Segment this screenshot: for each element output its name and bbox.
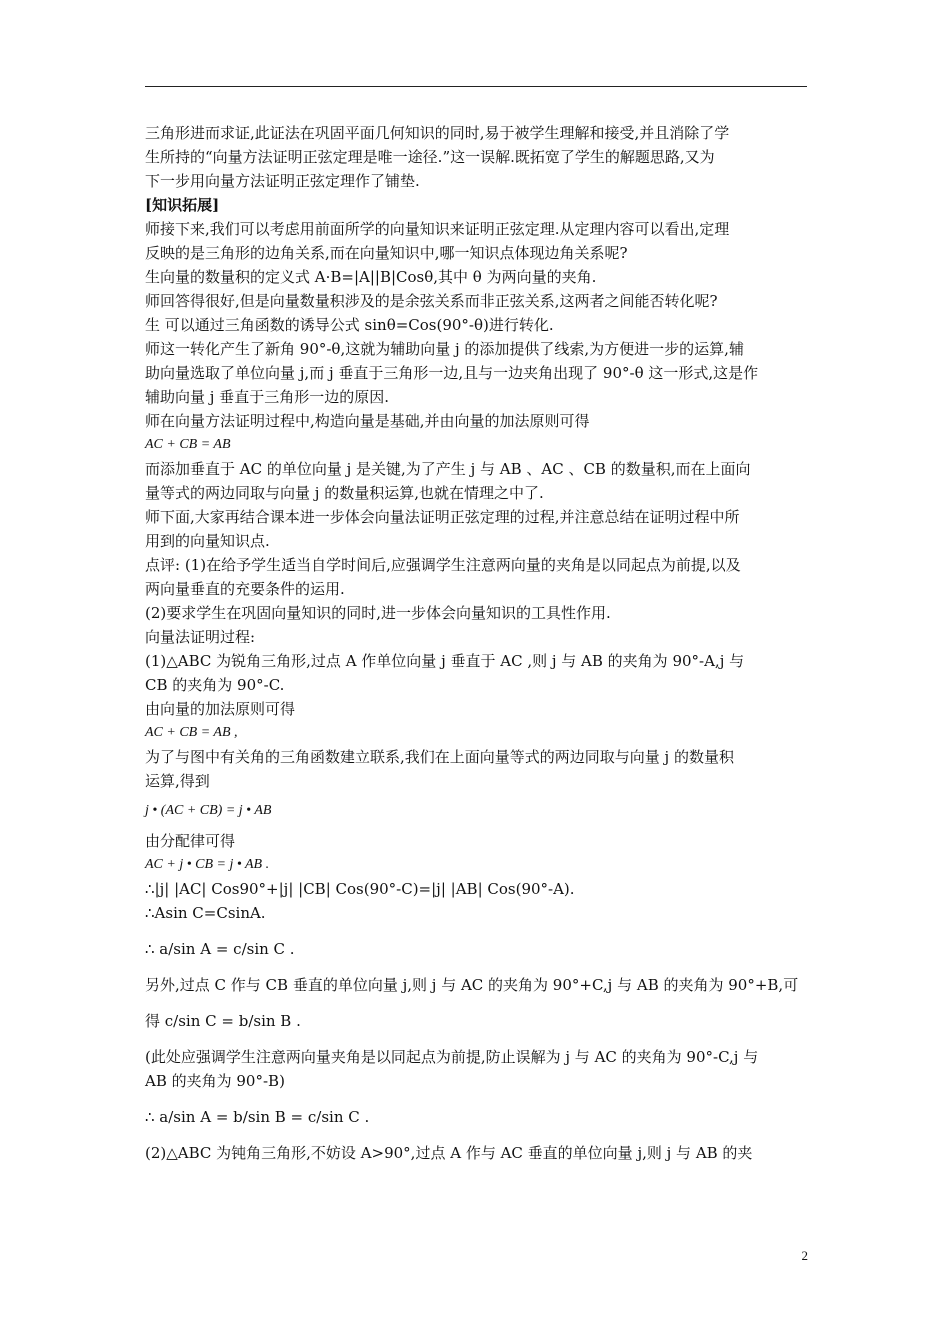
vector-equation: AC + CB = AB [145,437,231,452]
text-line: 由向量的加法原则可得 [145,700,296,718]
section-heading: [知识拓展] [145,196,220,214]
formula-line: 得 c/sin C = b/sin B . [145,1012,301,1030]
text-line: 师接下来,我们可以考虑用前面所学的向量知识来证明正弦定理.从定理内容可以看出,定理 [145,220,730,238]
formula-line: ∴ a/sin A = c/sin C . [145,940,295,958]
vector-equation: j • (AC + CB) = j • AB [145,803,272,818]
vector-equation: AC + CB = AB , [145,725,238,740]
text-line: 而添加垂直于 AC 的单位向量 j 是关键,为了产生 j 与 AB 、AC 、CB 的数量积,而在上面向 [145,460,751,478]
text-line: 点评: (1)在给予学生适当自学时间后,应强调学生注意两向量的夹角是以同起点为前提,以及 [145,556,741,574]
text-line: 助向量选取了单位向量 j,而 j 垂直于三角形一边,且与一边夹角出现了 90°-θ 这一形式,这是作 [145,364,759,382]
text-line: 用到的向量知识点. [145,532,270,550]
text-line: 为了与图中有关角的三角函数建立联系,我们在上面向量等式的两边同取与向量 j 的数量积 [145,748,734,766]
text-line: 生所持的“向量方法证明正弦定理是唯一途径.”这一误解.既拓宽了学生的解题思路,又为 [145,148,715,166]
text-line: AB 的夹角为 90°-B) [145,1072,285,1090]
text-line: 师下面,大家再结合课本进一步体会向量法证明正弦定理的过程,并注意总结在证明过程中所 [145,508,740,526]
text-line: (1)△ABC 为锐角三角形,过点 A 作单位向量 j 垂直于 AC ,则 j 与 AB 的夹角为 90°-A,j 与 [145,652,745,670]
text-line: 由分配律可得 [145,832,236,850]
text-line: 师这一转化产生了新角 90°-θ,这就为辅助向量 j 的添加提供了线索,为方便进一步的运算,辅 [145,340,744,358]
text-line: 辅助向量 j 垂直于三角形一边的原因. [145,388,389,406]
text-line: 生向量的数量积的定义式 A·B=|A||B|Cosθ,其中 θ 为两向量的夹角. [145,268,597,286]
text-line: 两向量垂直的充要条件的运用. [145,580,345,598]
text-line: 师回答得很好,但是向量数量积涉及的是余弦关系而非正弦关系,这两者之间能否转化呢? [145,292,718,310]
header-rule [145,86,807,87]
vector-equation: AC + j • CB = j • AB . [145,857,270,872]
text-line: 三角形进而求证,此证法在巩固平面几何知识的同时,易于被学生理解和接受,并且消除了学 [145,124,730,142]
formula-line: ∴ a/sin A = b/sin B = c/sin C . [145,1108,370,1126]
text-line: 另外,过点 C 作与 CB 垂直的单位向量 j,则 j 与 AC 的夹角为 90°+C,j 与 AB 的夹角为 90°+B,可 [145,976,799,994]
text-line: 下一步用向量方法证明正弦定理作了铺垫. [145,172,420,190]
text-line: 反映的是三角形的边角关系,而在向量知识中,哪一知识点体现边角关系呢? [145,244,628,262]
text-line: 生 可以通过三角函数的诱导公式 sinθ=Cos(90°-θ)进行转化. [145,316,554,334]
text-line: (2)要求学生在巩固向量知识的同时,进一步体会向量知识的工具性作用. [145,604,611,622]
text-line: CB 的夹角为 90°-C. [145,676,285,694]
text-line: 运算,得到 [145,772,210,790]
text-line: (2)△ABC 为钝角三角形,不妨设 A>90°,过点 A 作与 AC 垂直的单位向量 j,则 j 与 AB 的夹 [145,1144,753,1162]
text-line: ∴|j| |AC| Cos90°+|j| |CB| Cos(90°-C)=|j| |AB| Cos(90°-A). [145,880,575,898]
page-number: 2 [801,1248,808,1263]
document-body [145,121,807,1165]
text-line: 量等式的两边同取与向量 j 的数量积运算,也就在情理之中了. [145,484,544,502]
text-line: ∴Asin C=CsinA. [145,904,266,922]
text-line: 师在向量方法证明过程中,构造向量是基础,并由向量的加法原则可得 [145,412,590,430]
text-line: (此处应强调学生注意两向量夹角是以同起点为前提,防止误解为 j 与 AC 的夹角为 90°-C,j 与 [145,1048,759,1066]
text-line: 向量法证明过程: [145,628,256,646]
